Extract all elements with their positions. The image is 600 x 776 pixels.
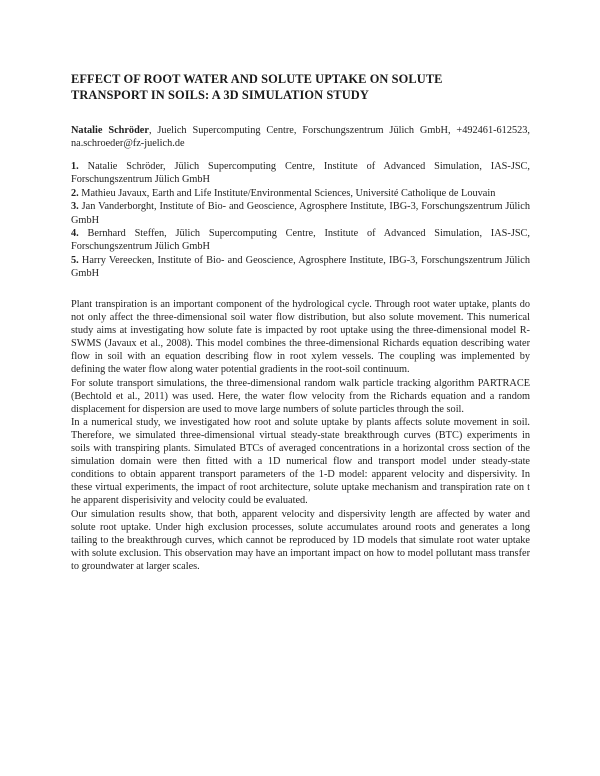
author-number: 2. — [71, 187, 79, 199]
author-affiliation: Mathieu Javaux, Earth and Life Institute/Environmental Sciences, Université Catholique de Louvain — [78, 187, 496, 199]
author-item — [71, 227, 530, 254]
abstract-body — [71, 298, 530, 573]
author-affiliation: Jan Vanderborght, Institute of Bio- and Geoscience, Agrosphere Institute, IBG-3, Forschungszentrum Jülich GmbH — [71, 201, 530, 226]
corresponding-author-name: Natalie Schröder — [71, 125, 149, 136]
abstract-paragraph: For solute transport simulations, the three-dimensional random walk particle tracking algorithm PARTRACE (Bechtold et al., 2011) was used. Here, the water flow velocity from the Richards equation and a random displacement for dispersion are used to move large numbers of solute particles through the soil. — [71, 377, 530, 415]
corresponding-author-details: , Juelich Supercomputing Centre, Forschungszentrum Jülich GmbH, +492461-612523, na.schroeder@fz-juelich.de — [71, 125, 530, 150]
author-affiliation: Bernhard Steffen, Jülich Supercomputing Centre, Institute of Advanced Simulation, IAS-JSC, Forschungszentrum Jülich GmbH — [71, 228, 530, 253]
paper-title — [71, 71, 530, 103]
title-line-2: TRANSPORT IN SOILS: A 3D SIMULATION STUDY — [71, 88, 369, 102]
abstract-paragraph: Plant transpiration is an important component of the hydrological cycle. Through root water uptake, plants do not only affect the three-dimensional soil water flow distribution, but also solute movement. This numerical study aims at investigating how solute fate is impacted by root uptake using the three-dimensional model R-SWMS (Javaux et al., 2008). This model combines the three-dimensional Richards equation describing water flow in soil with an equation describing flow in root xylem vessels. The coupling was implemented by defining the water flow along water potential gradients in the root-soil continuum. — [71, 299, 530, 376]
author-number: 5. — [71, 254, 79, 266]
title-line-1: EFFECT OF ROOT WATER AND SOLUTE UPTAKE ON SOLUTE — [71, 72, 443, 86]
author-item — [71, 254, 530, 281]
corresponding-author — [71, 124, 530, 151]
author-item — [71, 200, 530, 227]
abstract-paragraph: In a numerical study, we investigated how root and solute uptake by plants affects solute movement in soil. Therefore, we simulated three-dimensional virtual steady-state breakthrough curves (BTC) experiments in soils with transpiring plants. Simulated BTCs of averaged concentrations in a horizontal cross section of the simulation domain were then fitted with a 1D numerical flow and transport model under steady-state conditions to obtain apparent transport parameters of the 1-D model: apparent velocity and dispersivity. In these virtual experiments, the impact of root architecture, solute uptake mechanism and transpiration rate on t he apparent disperisivity and velocity could be evaluated. — [71, 416, 530, 507]
author-affiliation: Natalie Schröder, Jülich Supercomputing Centre, Institute of Advanced Simulation, IAS-JSC, Forschungszentrum Jülich GmbH — [71, 161, 530, 186]
author-list — [71, 160, 530, 281]
abstract-paragraph: Our simulation results show, that both, apparent velocity and dispersivity length are affected by water and solute root uptake. Under high exclusion processes, solute accumulates around roots and generates a long tailing to the breakthrough curves, which cannot be reproduced by 1D models that simulate root water uptake with solute exclusion. This observation may have an important impact on how to model pollutant mass transfer to groundwater at larger scales. — [71, 508, 530, 572]
author-item — [71, 160, 530, 187]
author-number: 3. — [71, 201, 79, 213]
author-item — [71, 187, 530, 200]
author-number: 1. — [71, 161, 79, 172]
author-affiliation: Harry Vereecken, Institute of Bio- and Geoscience, Agrosphere Institute, IBG-3, Forschungszentrum Jülich GmbH — [71, 254, 530, 280]
author-number: 4. — [71, 228, 79, 240]
